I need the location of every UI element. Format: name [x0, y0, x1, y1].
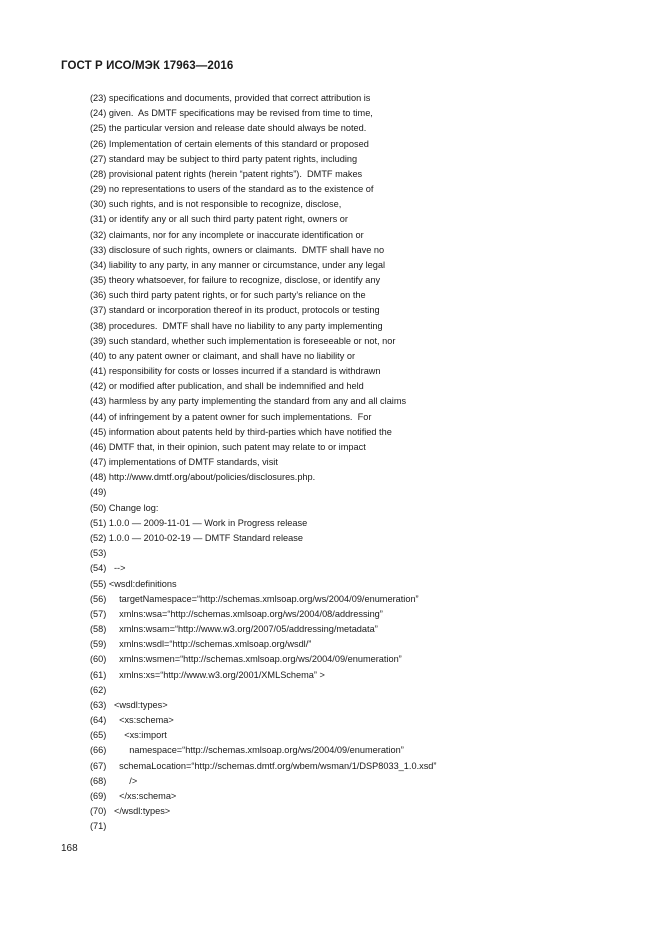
- code-line: (33) disclosure of such rights, owners or claimants. DMTF shall have no: [90, 244, 385, 255]
- code-line: (49): [90, 487, 107, 498]
- code-line: (29) no representations to users of the standard as to the existence of: [90, 184, 374, 195]
- code-line: (70) </wsdl:types>: [90, 806, 171, 817]
- code-line: (34) liability to any party, in any manner or circumstance, under any legal: [90, 259, 385, 270]
- code-line: (31) or identify any or all such third party patent right, owners or: [90, 214, 348, 225]
- code-line: (46) DMTF that, in their opinion, such patent may relate to or impact: [90, 441, 366, 452]
- code-line: (48) http://www.dmtf.org/about/policies/disclosures.php.: [90, 472, 316, 483]
- code-line: (36) such third party patent rights, or for such party’s reliance on the: [90, 290, 366, 301]
- page-number: 168: [61, 843, 78, 854]
- code-line: (42) or modified after publication, and shall be indemnified and held: [90, 381, 364, 392]
- code-line: (47) implementations of DMTF standards, visit: [90, 457, 278, 468]
- code-line: (39) such standard, whether such implementation is foreseeable or not, nor: [90, 335, 396, 346]
- code-line: (54) -->: [90, 563, 126, 574]
- code-line: (30) such rights, and is not responsible to recognize, disclose,: [90, 199, 342, 210]
- code-line: (63) <wsdl:types>: [90, 699, 168, 710]
- code-listing: [90, 91, 436, 834]
- code-line: (59) xmlns:wsdl=“http://schemas.xmlsoap.org/wsdl/”: [90, 639, 312, 650]
- code-line: (43) harmless by any party implementing the standard from any and all claims: [90, 396, 407, 407]
- code-line: (58) xmlns:wsam=“http://www.w3.org/2007/05/addressing/metadata”: [90, 624, 378, 635]
- code-line: (41) responsibility for costs or losses incurred if a standard is withdrawn: [90, 366, 381, 377]
- code-line: (64) <xs:schema>: [90, 715, 174, 726]
- code-line: (65) <xs:import: [90, 730, 167, 741]
- code-line: (40) to any patent owner or claimant, and shall have no liability or: [90, 350, 356, 361]
- code-line: (27) standard may be subject to third party patent rights, including: [90, 153, 358, 164]
- code-line: (68) />: [90, 775, 138, 786]
- code-line: (28) provisional patent rights (herein “patent rights”). DMTF makes: [90, 168, 363, 179]
- code-line: (51) 1.0.0 — 2009-11-01 — Work in Progress release: [90, 517, 308, 528]
- code-line: (23) specifications and documents, provided that correct attribution is: [90, 93, 371, 103]
- code-line: (67) schemaLocation=“http://schemas.dmtf.org/wbem/wsman/1/DSP8033_1.0.xsd”: [90, 760, 437, 771]
- code-line: (60) xmlns:wsmen=“http://schemas.xmlsoap.org/ws/2004/09/enumeration”: [90, 654, 402, 665]
- code-line: (57) xmlns:wsa=“http://schemas.xmlsoap.org/ws/2004/08/addressing”: [90, 608, 383, 619]
- code-line: (61) xmlns:xs=“http://www.w3.org/2001/XMLSchema” >: [90, 669, 325, 680]
- code-line: (35) theory whatsoever, for failure to recognize, disclose, or identify any: [90, 275, 381, 286]
- code-line: (50) Change log:: [90, 502, 159, 513]
- code-line: (66) namespace=“http://schemas.xmlsoap.org/ws/2004/09/enumeration”: [90, 745, 404, 756]
- code-line: (37) standard or incorporation thereof in its product, protocols or testing: [90, 305, 380, 316]
- code-line: (32) claimants, nor for any incomplete or inaccurate identification or: [90, 229, 364, 240]
- code-line: (53): [90, 548, 107, 559]
- code-line: (25) the particular version and release date should always be noted.: [90, 123, 367, 134]
- code-line: (69) </xs:schema>: [90, 790, 177, 801]
- code-line: (62): [90, 684, 107, 695]
- code-line: (55) <wsdl:definitions: [90, 578, 177, 589]
- code-line: (24) given. As DMTF specifications may be revised from time to time,: [90, 108, 373, 119]
- code-line: (71): [90, 821, 107, 832]
- code-line: (44) of infringement by a patent owner for such implementations. For: [90, 411, 372, 422]
- page-header-title: ГОСТ Р ИСО/МЭК 17963—2016: [61, 60, 234, 72]
- code-line: (52) 1.0.0 — 2010-02-19 — DMTF Standard release: [90, 532, 303, 543]
- code-line: (26) Implementation of certain elements of this standard or proposed: [90, 138, 369, 149]
- code-line: (45) information about patents held by third-parties which have notified the: [90, 426, 392, 437]
- code-line: (56) targetNamespace=“http://schemas.xmlsoap.org/ws/2004/09/enumeration”: [90, 593, 419, 604]
- code-line: (38) procedures. DMTF shall have no liability to any party implementing: [90, 320, 383, 331]
